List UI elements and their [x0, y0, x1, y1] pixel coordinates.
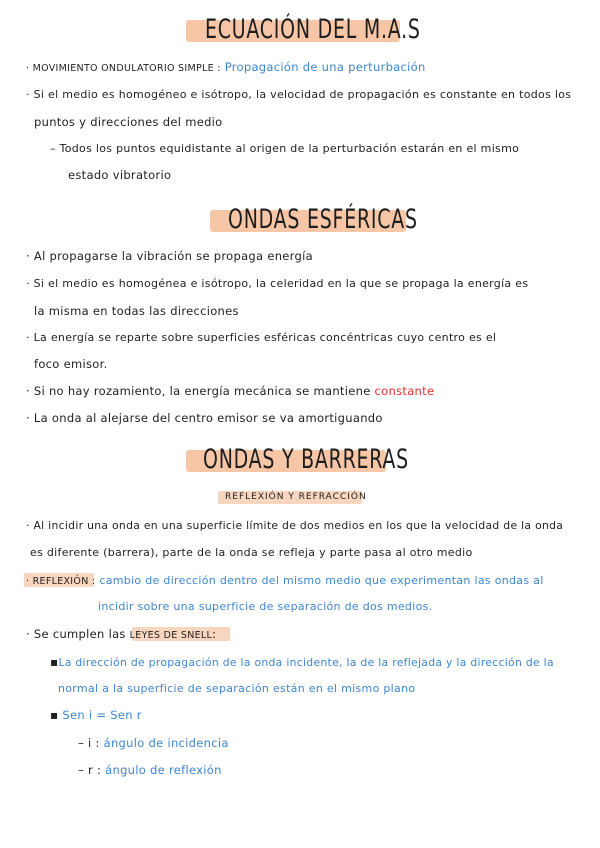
text-line: · Si el medio es homogéneo e isótropo, la velocidad de propagación es constante en todos los	[26, 88, 572, 101]
text-line: estado vibratorio	[68, 168, 172, 182]
bullet-square-icon: ▪	[50, 708, 59, 722]
definition-text: ángulo de incidencia	[103, 736, 229, 750]
definition-text: Propagación de una perturbación	[224, 60, 426, 74]
text-line: es diferente (barrera), parte de la onda se refleja y parte pasa al otro medio	[30, 546, 473, 559]
text-line: · Al incidir una onda en una superficie límite de dos medios en los que la velocidad de la onda	[26, 519, 564, 532]
bullet-line	[50, 655, 554, 669]
term-label: · REFLEXIÓN :	[26, 576, 96, 587]
text-line	[26, 60, 426, 74]
section-title-mas: ECUACIÓN DEL M.A.S	[205, 14, 421, 45]
text-line: · Si el medio es homogénea e isótropo, la celeridad en la que se propaga la energía es	[26, 277, 529, 290]
highlighted-word: constante	[374, 384, 435, 398]
text-line: · Al propagarse la vibración se propaga energía	[26, 249, 313, 263]
section-subtitle: REFLEXIÓN Y REFRACCIÓN	[225, 492, 367, 502]
text-line: incidir sobre una superficie de separación de dos medios.	[98, 600, 433, 613]
text-segment: :	[212, 627, 217, 641]
term-label: LEYES DE SNELL	[129, 630, 213, 641]
text-segment: · Se cumplen las	[26, 627, 126, 641]
text-segment: · Si no hay rozamiento, la energía mecánica se mantiene	[26, 384, 371, 398]
text-line: normal a la superficie de separación están en el mismo plano	[58, 682, 416, 695]
formula-text: Sen i = Sen r	[62, 708, 142, 722]
section-title-esfericas: ONDAS ESFÉRICAS	[228, 204, 418, 235]
term-label: · MOVIMIENTO ONDULATORIO SIMPLE :	[26, 63, 221, 74]
text-line	[26, 627, 216, 641]
definition-text: ángulo de reflexión	[105, 763, 222, 777]
text-line	[26, 573, 544, 587]
text-line: – Todos los puntos equidistante al origen de la perturbación estarán en el mismo	[50, 142, 520, 155]
text-line: · La energía se reparte sobre superficies esféricas concéntricas cuyo centro es el	[26, 331, 497, 344]
text-line: · La onda al alejarse del centro emisor se va amortiguando	[26, 411, 383, 425]
text-line	[26, 384, 434, 398]
text-segment: La dirección de propagación de la onda incidente, la de la reflejada y la dirección de la	[58, 656, 554, 669]
section-title-barreras: ONDAS Y BARRERAS	[203, 444, 409, 475]
text-line	[78, 763, 222, 777]
definition-text: cambio de dirección dentro del mismo medio que experimentan las ondas al	[99, 574, 544, 587]
text-line: foco emisor.	[34, 357, 108, 371]
text-line: la misma en todas las direcciones	[34, 304, 239, 318]
bullet-line	[50, 708, 142, 722]
term-label: – i :	[78, 736, 100, 750]
text-line	[78, 736, 229, 750]
bullet-square-icon: ▪	[50, 655, 59, 669]
text-line: puntos y direcciones del medio	[34, 115, 223, 129]
term-label: – r :	[78, 763, 102, 777]
